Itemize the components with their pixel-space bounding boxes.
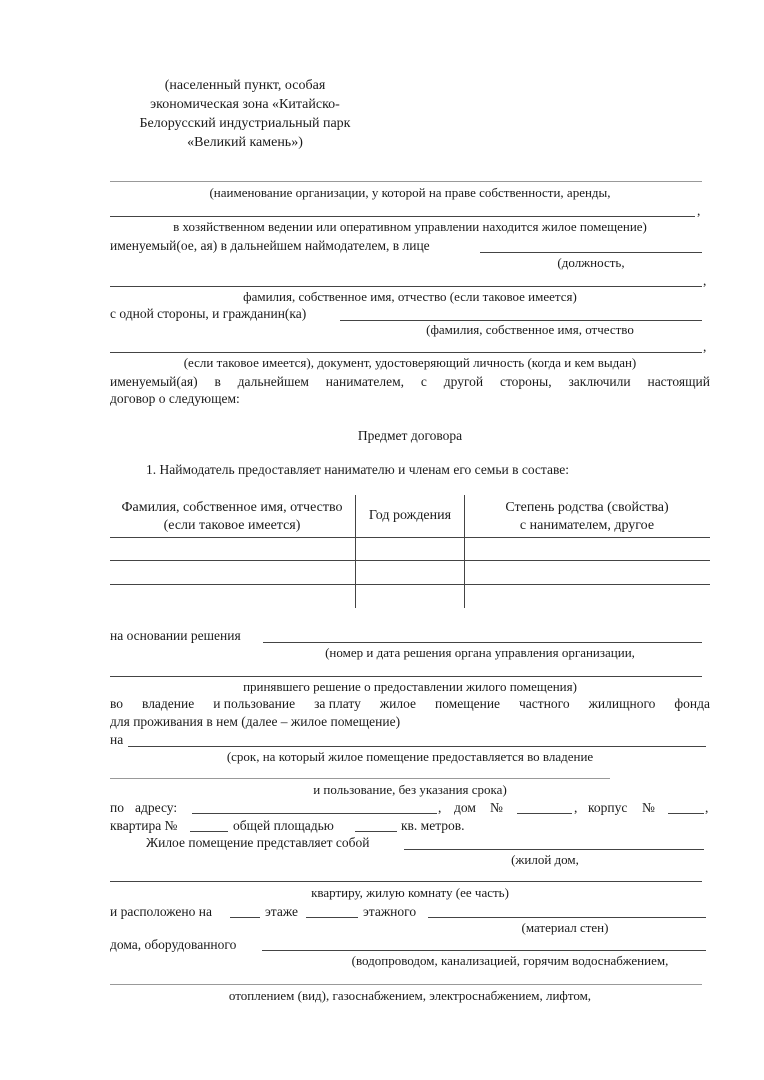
word: за плату xyxy=(314,696,361,711)
address-input xyxy=(192,813,437,814)
blank-line xyxy=(110,676,702,677)
comma: , xyxy=(703,273,707,288)
agreement-line: договор о следующем: xyxy=(110,391,240,406)
word: жилищного xyxy=(588,696,656,711)
address-po: по xyxy=(110,800,124,815)
one-side-line: с одной стороны, и гражданин(ка) xyxy=(110,306,307,321)
blank-line xyxy=(110,352,702,353)
header-text: Степень родства (свойства) xyxy=(505,500,669,515)
word: помещение xyxy=(434,696,501,711)
address-label: адресу: xyxy=(135,800,178,815)
header-line: экономическая зона «Китайско- xyxy=(150,97,340,112)
table-divider xyxy=(464,495,465,608)
living-line: для проживания в нем (далее – жилое помещение) xyxy=(110,714,401,729)
blank-line xyxy=(110,216,695,217)
word: владение xyxy=(142,696,195,711)
blank-line xyxy=(128,746,706,747)
blank-line xyxy=(340,320,702,321)
caption-house-type-2: квартиру, жилую комнату (ее часть) xyxy=(311,885,509,900)
table-header-relation xyxy=(465,499,709,535)
blank-line xyxy=(480,252,702,253)
caption-walls: (материал стен) xyxy=(521,920,609,935)
word: настоящий xyxy=(647,374,710,389)
comma: , xyxy=(705,800,709,815)
tenant-line xyxy=(110,373,710,390)
word: другой xyxy=(443,374,484,389)
storey-input xyxy=(306,917,358,918)
caption-fio: фамилия, собственное имя, отчество (если таковое имеется) xyxy=(243,289,577,304)
header-line: (населенный пункт, особая xyxy=(164,78,326,93)
comma: , xyxy=(697,203,701,218)
clause-1: 1. Наймодатель предоставляет нанимателю и членам его семьи в составе: xyxy=(146,462,570,477)
area-input xyxy=(355,831,397,832)
block-label: корпус xyxy=(588,800,628,815)
header-line: Белорусский индустриальный парк xyxy=(139,116,351,131)
table-row-line xyxy=(110,560,710,561)
blank-line xyxy=(404,849,704,850)
block-input xyxy=(668,813,704,814)
header-text: с нанимателем, другое xyxy=(519,518,655,533)
header-text: Фамилия, собственное имя, отчество xyxy=(121,500,343,515)
table-row-line xyxy=(110,537,710,538)
caption-org-name: (наименование организации, у которой на праве собственности, аренды, xyxy=(209,185,611,200)
header-text: (если таковое имеется) xyxy=(163,518,301,533)
caption-term: (срок, на который жилое помещение предоставляется во владение xyxy=(226,749,594,764)
word: заключили xyxy=(568,374,631,389)
section-title: Предмет договора xyxy=(357,428,463,443)
comma: , xyxy=(438,800,442,815)
word: частного xyxy=(519,696,570,711)
comma: , xyxy=(703,339,707,354)
walls-input xyxy=(428,917,706,918)
blank-line xyxy=(262,950,706,951)
table-header-name xyxy=(110,499,354,535)
located-label: и расположено на xyxy=(110,904,212,919)
house-num-sign: № xyxy=(490,800,503,815)
word: стороны, xyxy=(499,374,552,389)
possession-line xyxy=(110,695,710,712)
word: в xyxy=(214,374,221,389)
caption-term-2: и пользование, без указания срока) xyxy=(313,782,507,797)
blank-line xyxy=(110,881,702,882)
storey-label: этажного xyxy=(363,904,417,919)
apartment-label: квартира № xyxy=(110,818,178,833)
floor-input xyxy=(230,917,260,918)
basis-line: на основании решения xyxy=(110,628,241,643)
caption-decision-who: принявшего решение о предоставлении жилого помещения) xyxy=(243,679,577,694)
word: во xyxy=(110,696,124,711)
caption-citizen-fio: (фамилия, собственное имя, отчество xyxy=(426,322,634,337)
caption-org-right: в хозяйственном ведении или оперативном управлении находится жилое помещение) xyxy=(173,219,647,234)
word: фонда xyxy=(674,696,710,711)
caption-utilities: (водопроводом, канализацией, горячим водоснабжением, xyxy=(351,953,669,968)
blank-line xyxy=(110,181,702,182)
table-header-year xyxy=(355,507,465,525)
blank-line xyxy=(110,778,610,779)
table-row-line xyxy=(110,584,710,585)
premises-line: Жилое помещение представляет собой xyxy=(146,835,370,850)
apartment-input xyxy=(190,831,228,832)
house-label: дом xyxy=(454,800,476,815)
caption-decision-num: (номер и дата решения органа управления организации, xyxy=(325,645,635,660)
caption-utilities-2: отоплением (вид), газоснабжением, электроснабжением, лифтом, xyxy=(228,988,592,1003)
floor-label: этаже xyxy=(265,904,298,919)
word: жилое xyxy=(379,696,417,711)
comma: , xyxy=(574,800,578,815)
word: дальнейшем xyxy=(237,374,309,389)
area-label: общей площадью xyxy=(233,818,334,833)
header-text: Год рождения xyxy=(368,508,452,523)
blank-line xyxy=(110,984,702,985)
landlord-line: именуемый(ое, ая) в дальнейшем наймодателем, в лице xyxy=(110,238,430,253)
sqm-label: кв. метров. xyxy=(401,818,465,833)
block-num-sign: № xyxy=(642,800,655,815)
table-divider xyxy=(355,495,356,608)
blank-line xyxy=(110,286,702,287)
term-on: на xyxy=(110,732,124,747)
blank-line xyxy=(263,642,702,643)
word: именуемый(ая) xyxy=(110,374,198,389)
word: с xyxy=(420,374,427,389)
header-line: «Великий камень») xyxy=(187,135,303,150)
house-input xyxy=(517,813,572,814)
equipped-label: дома, оборудованного xyxy=(110,937,237,952)
word: и пользование xyxy=(213,696,296,711)
caption-house-type: (жилой дом, xyxy=(511,852,579,867)
caption-position: (должность, xyxy=(557,255,625,270)
caption-citizen-doc: (если таковое имеется), документ, удостоверяющий личность (когда и кем выдан) xyxy=(183,355,637,370)
word: нанимателем, xyxy=(325,374,405,389)
